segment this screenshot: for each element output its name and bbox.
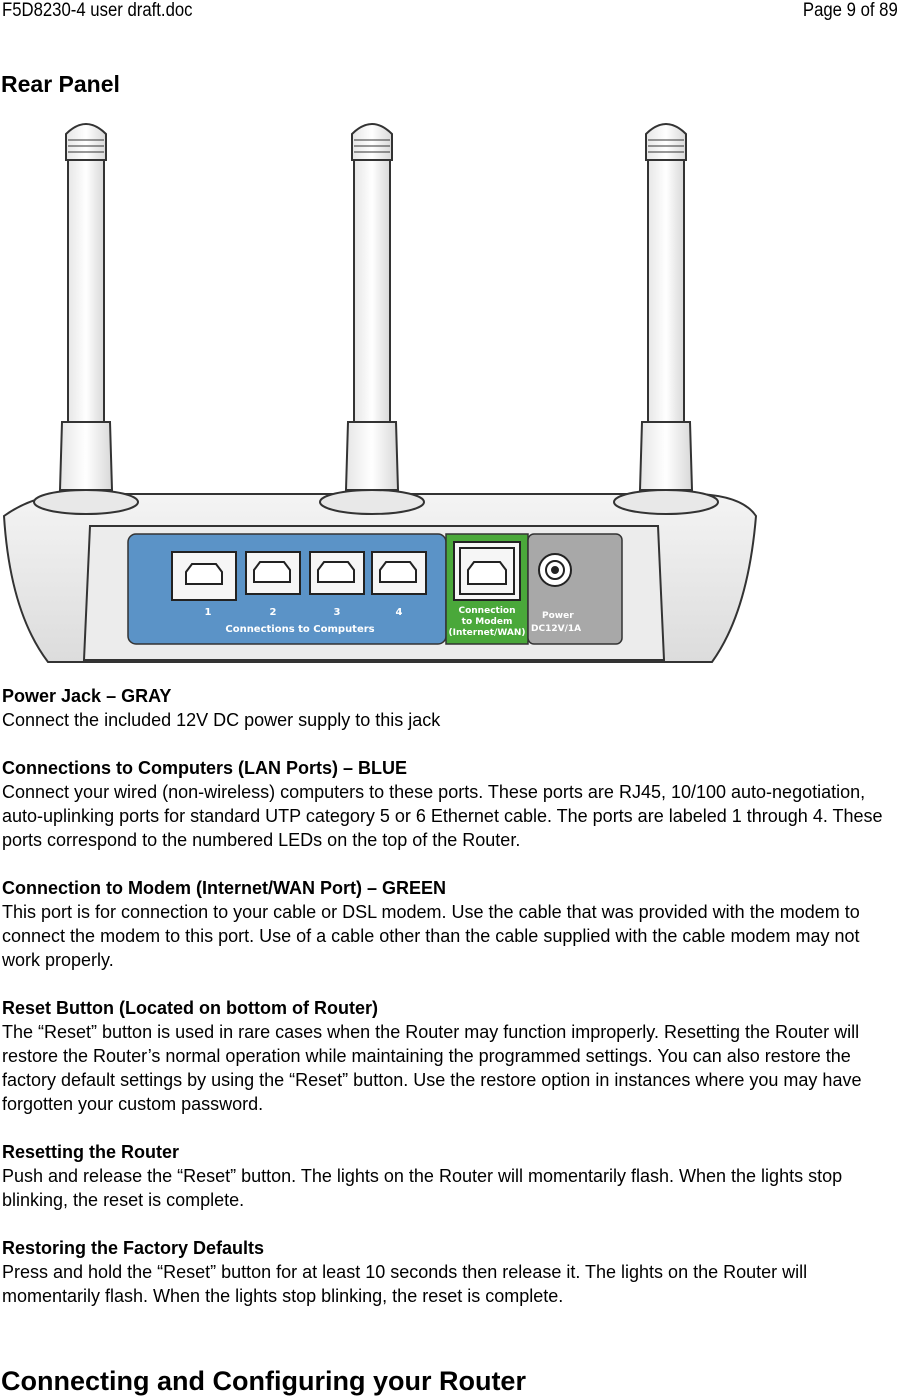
wan-label-line: Connection xyxy=(458,606,516,616)
section-title: Restoring the Factory Defaults xyxy=(2,1238,265,1258)
wan-label-line: to Modem xyxy=(461,617,513,627)
antenna-right xyxy=(640,124,692,490)
power-jack xyxy=(539,554,571,586)
lan-port-number: 3 xyxy=(333,607,341,618)
section-body: This port is for connection to your cable or DSL modem. Use the cable that was provided with the modem to connect the modem to this port. Use of a cable other than the cable supplied with the cable modem may not work properly. xyxy=(2,902,860,970)
power-label-line: Power xyxy=(542,611,574,621)
section-title: Connection to Modem (Internet/WAN Port) – GREEN xyxy=(2,878,446,898)
antenna-left xyxy=(60,124,112,490)
wan-port xyxy=(454,542,520,600)
section-reset-button xyxy=(2,996,898,1116)
page-number: Page 9 of 89 xyxy=(803,0,898,21)
section-body: The “Reset” button is used in rare cases when the Router may function improperly. Resetting the Router will restore the Router’s normal operation while maintaining the programmed settings. You can also restore the factory default settings by using the “Reset” button. Use the restore option in instances where you may have forgotten your custom password. xyxy=(2,1022,862,1114)
power-label-line: DC12V/1A xyxy=(531,624,582,634)
section-body: Push and release the “Reset” button. The lights on the Router will momentarily flash. When the lights stop blinking, the reset is complete. xyxy=(2,1166,843,1210)
section-title: Resetting the Router xyxy=(2,1142,180,1162)
section-body: Connect your wired (non-wireless) computers to these ports. These ports are RJ45, 10/100 auto-negotiation, auto-uplinking ports for standard UTP category 5 or 6 Ethernet cable. The ports are labeled 1 through 4. These ports correspond to the numbered LEDs on the top of the Router. xyxy=(2,782,883,850)
section-title: Connections to Computers (LAN Ports) – BLUE xyxy=(2,758,408,778)
section-title: Reset Button (Located on bottom of Router) xyxy=(2,998,378,1018)
section-body: Press and hold the “Reset” button for at least 10 seconds then release it. The lights on the Router will momentarily flash. When the lights stop blinking, the reset is complete. xyxy=(2,1262,808,1306)
lan-port-number: 4 xyxy=(395,607,403,618)
lan-port-number: 2 xyxy=(269,607,277,618)
section-power-jack xyxy=(2,684,898,732)
section-body: Connect the included 12V DC power supply to this jack xyxy=(2,710,441,730)
router-rear-panel-illustration xyxy=(0,112,760,668)
section-resetting-router xyxy=(2,1140,898,1212)
lan-ports xyxy=(172,552,426,600)
next-section-heading: Connecting and Configuring your Router xyxy=(1,1366,526,1396)
antenna-center xyxy=(346,124,398,490)
document-filename: F5D8230-4 user draft.doc xyxy=(2,0,193,21)
lan-port-number: 1 xyxy=(204,607,212,618)
section-title: Power Jack – GRAY xyxy=(2,686,172,706)
section-wan-port xyxy=(2,876,898,972)
section-factory-defaults xyxy=(2,1236,898,1308)
wan-label-line: (Internet/WAN) xyxy=(448,628,526,638)
document-body xyxy=(2,684,898,1332)
lan-label: Connections to Computers xyxy=(225,624,375,635)
rear-panel-heading: Rear Panel xyxy=(1,71,120,97)
section-lan-ports xyxy=(2,756,898,852)
